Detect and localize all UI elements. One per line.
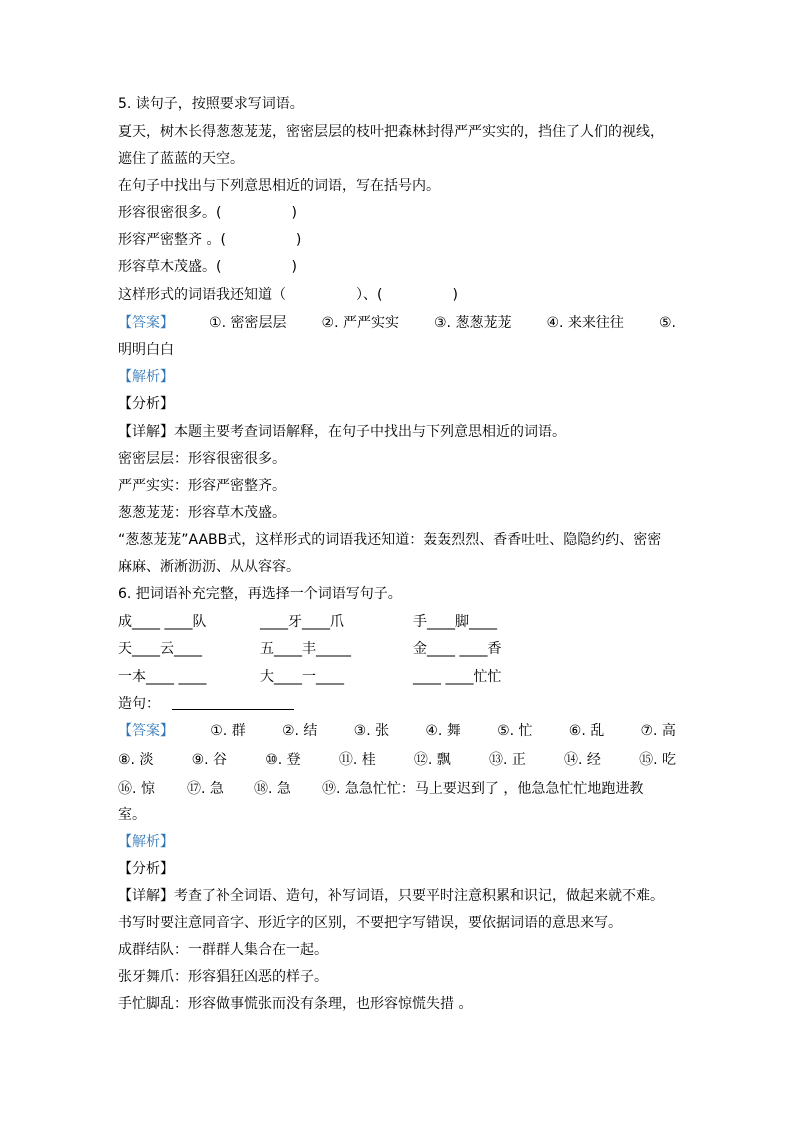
detail: [118, 423, 566, 441]
explanation: 严严实实：形容严密整齐。: [118, 478, 286, 494]
answer-item: ⑤. 忙: [497, 723, 533, 739]
question-5-title: 5. 读句子，按照要求写词语。: [118, 96, 304, 112]
prompt-item: 形容草木茂盛。( ): [118, 259, 297, 275]
question-6-title: 6. 把词语补充完整，再选择一个词语写句子。: [118, 586, 402, 602]
answer-item: ⑧. 淡: [118, 752, 154, 768]
answer-item: ⑯. 惊: [118, 781, 155, 797]
answer-item: ⑭. 经: [564, 752, 601, 768]
blank-item: ____牙____爪: [260, 614, 344, 630]
sentence-blank: [172, 695, 294, 710]
jiexi-label: 【解析】: [118, 834, 174, 850]
answer-item: ⑬. 正: [488, 752, 526, 768]
prompt-item: 形容严密整齐 。( ): [118, 232, 302, 248]
explanation: 葱葱茏茏：形容草木茂盛。: [118, 505, 286, 521]
detail-label: 【详解】: [118, 888, 174, 904]
explanation: 密密层层：形容很密很多。: [118, 451, 286, 467]
jiexi-label: 【解析】: [118, 369, 174, 385]
passage-line-1: 夏天，树木长得葱葱茏茏，密密层层的枝叶把森林封得严严实实的，挡住了人们的视线，: [118, 124, 664, 140]
answer-row: [118, 722, 676, 740]
answer-item: ①. 密密层层: [209, 315, 287, 331]
detail-text: 本题主要考查词语解释，在句子中找出与下列意思相近的词语。: [174, 424, 566, 440]
answer-item: ⑰. 急: [187, 781, 224, 797]
answer-item: ④. 舞: [425, 723, 461, 739]
detail-text-2: 书写时要注意同音字、形近字的区别，不要把字写错误，要依据词语的意思来写。: [118, 915, 622, 931]
answer-label: 【答案】: [118, 315, 174, 331]
answer-item: ⑨. 谷: [191, 752, 228, 768]
blank-item: 成____ ____队: [118, 614, 207, 630]
prompt-item: 形容很密很多。( ): [118, 205, 297, 221]
answer-item: ④. 来来往往: [546, 315, 624, 331]
fenxi-label: 【分析】: [118, 861, 174, 877]
sentence-label: 造句：: [118, 696, 160, 712]
sentence-line: [118, 695, 294, 713]
explanation: 张牙舞爪：形容猖狂凶恶的样子。: [118, 969, 328, 985]
answer-wrap: 明明白白: [118, 342, 174, 358]
blank-item: 天____云____: [118, 641, 202, 657]
fenxi-label: 【分析】: [118, 396, 174, 412]
aabb-line-2: 麻麻、淅淅沥沥、从从容容。: [118, 559, 300, 575]
answer-item: ⑤.: [658, 315, 676, 331]
aabb-line-1: “葱葱茏茏”AABB式，这样形式的词语我还知道：轰轰烈烈、香香吐吐、隐隐约约、密密: [118, 532, 662, 548]
blank-item: 五____丰_____: [260, 641, 351, 657]
passage-line-2: 遮住了蓝蓝的天空。: [118, 151, 244, 167]
detail-text: 考查了补全词语、造句，补写词语，只要平时注意积累和识记，做起来就不难。: [174, 888, 664, 904]
answer-item: ⑩. 登: [265, 752, 301, 768]
answer-item: ⑲. 急急忙忙：马上要迟到了 ，他急急忙忙地跑进教: [322, 781, 644, 797]
answer-label: 【答案】: [118, 723, 174, 739]
answer-item: ⑥. 乱: [568, 723, 605, 739]
instruction: 在句子中找出与下列意思相近的词语，写在括号内。: [118, 178, 440, 194]
answer-item: ③. 张: [353, 723, 390, 739]
answer-item: ⑮. 吃: [639, 752, 676, 768]
answer-item: ⑱. 急: [254, 781, 291, 797]
blank-item: 手____脚____: [413, 614, 497, 630]
blank-item: ____ ____忙忙: [413, 669, 502, 685]
answer-item: ⑪. 桂: [338, 752, 376, 768]
answer-item: ⑦. 高: [640, 723, 676, 739]
blank-item: 金____ ____香: [413, 641, 502, 657]
prompt-more: 这样形式的词语我还知道（ ）、( ): [118, 287, 458, 303]
detail-label: 【详解】: [118, 424, 174, 440]
answer-row: [118, 314, 676, 332]
answer-item: ②. 结: [281, 723, 318, 739]
answer-wrap: 室。: [118, 807, 146, 823]
answer-item: ①. 群: [210, 723, 246, 739]
answer-item: ②. 严严实实: [321, 315, 399, 331]
answer-item: ⑫. 飘: [413, 752, 451, 768]
answer-item: ③. 葱葱茏茏: [434, 315, 512, 331]
explanation: 手忙脚乱：形容做事慌张而没有条理，也形容惊慌失措 。: [118, 996, 473, 1012]
blank-item: 大____一____: [260, 669, 344, 685]
blank-item: 一本____ ____: [118, 669, 207, 685]
detail: [118, 887, 664, 905]
explanation: 成群结队：一群群人集合在一起。: [118, 942, 328, 958]
answer-row: [118, 751, 676, 769]
